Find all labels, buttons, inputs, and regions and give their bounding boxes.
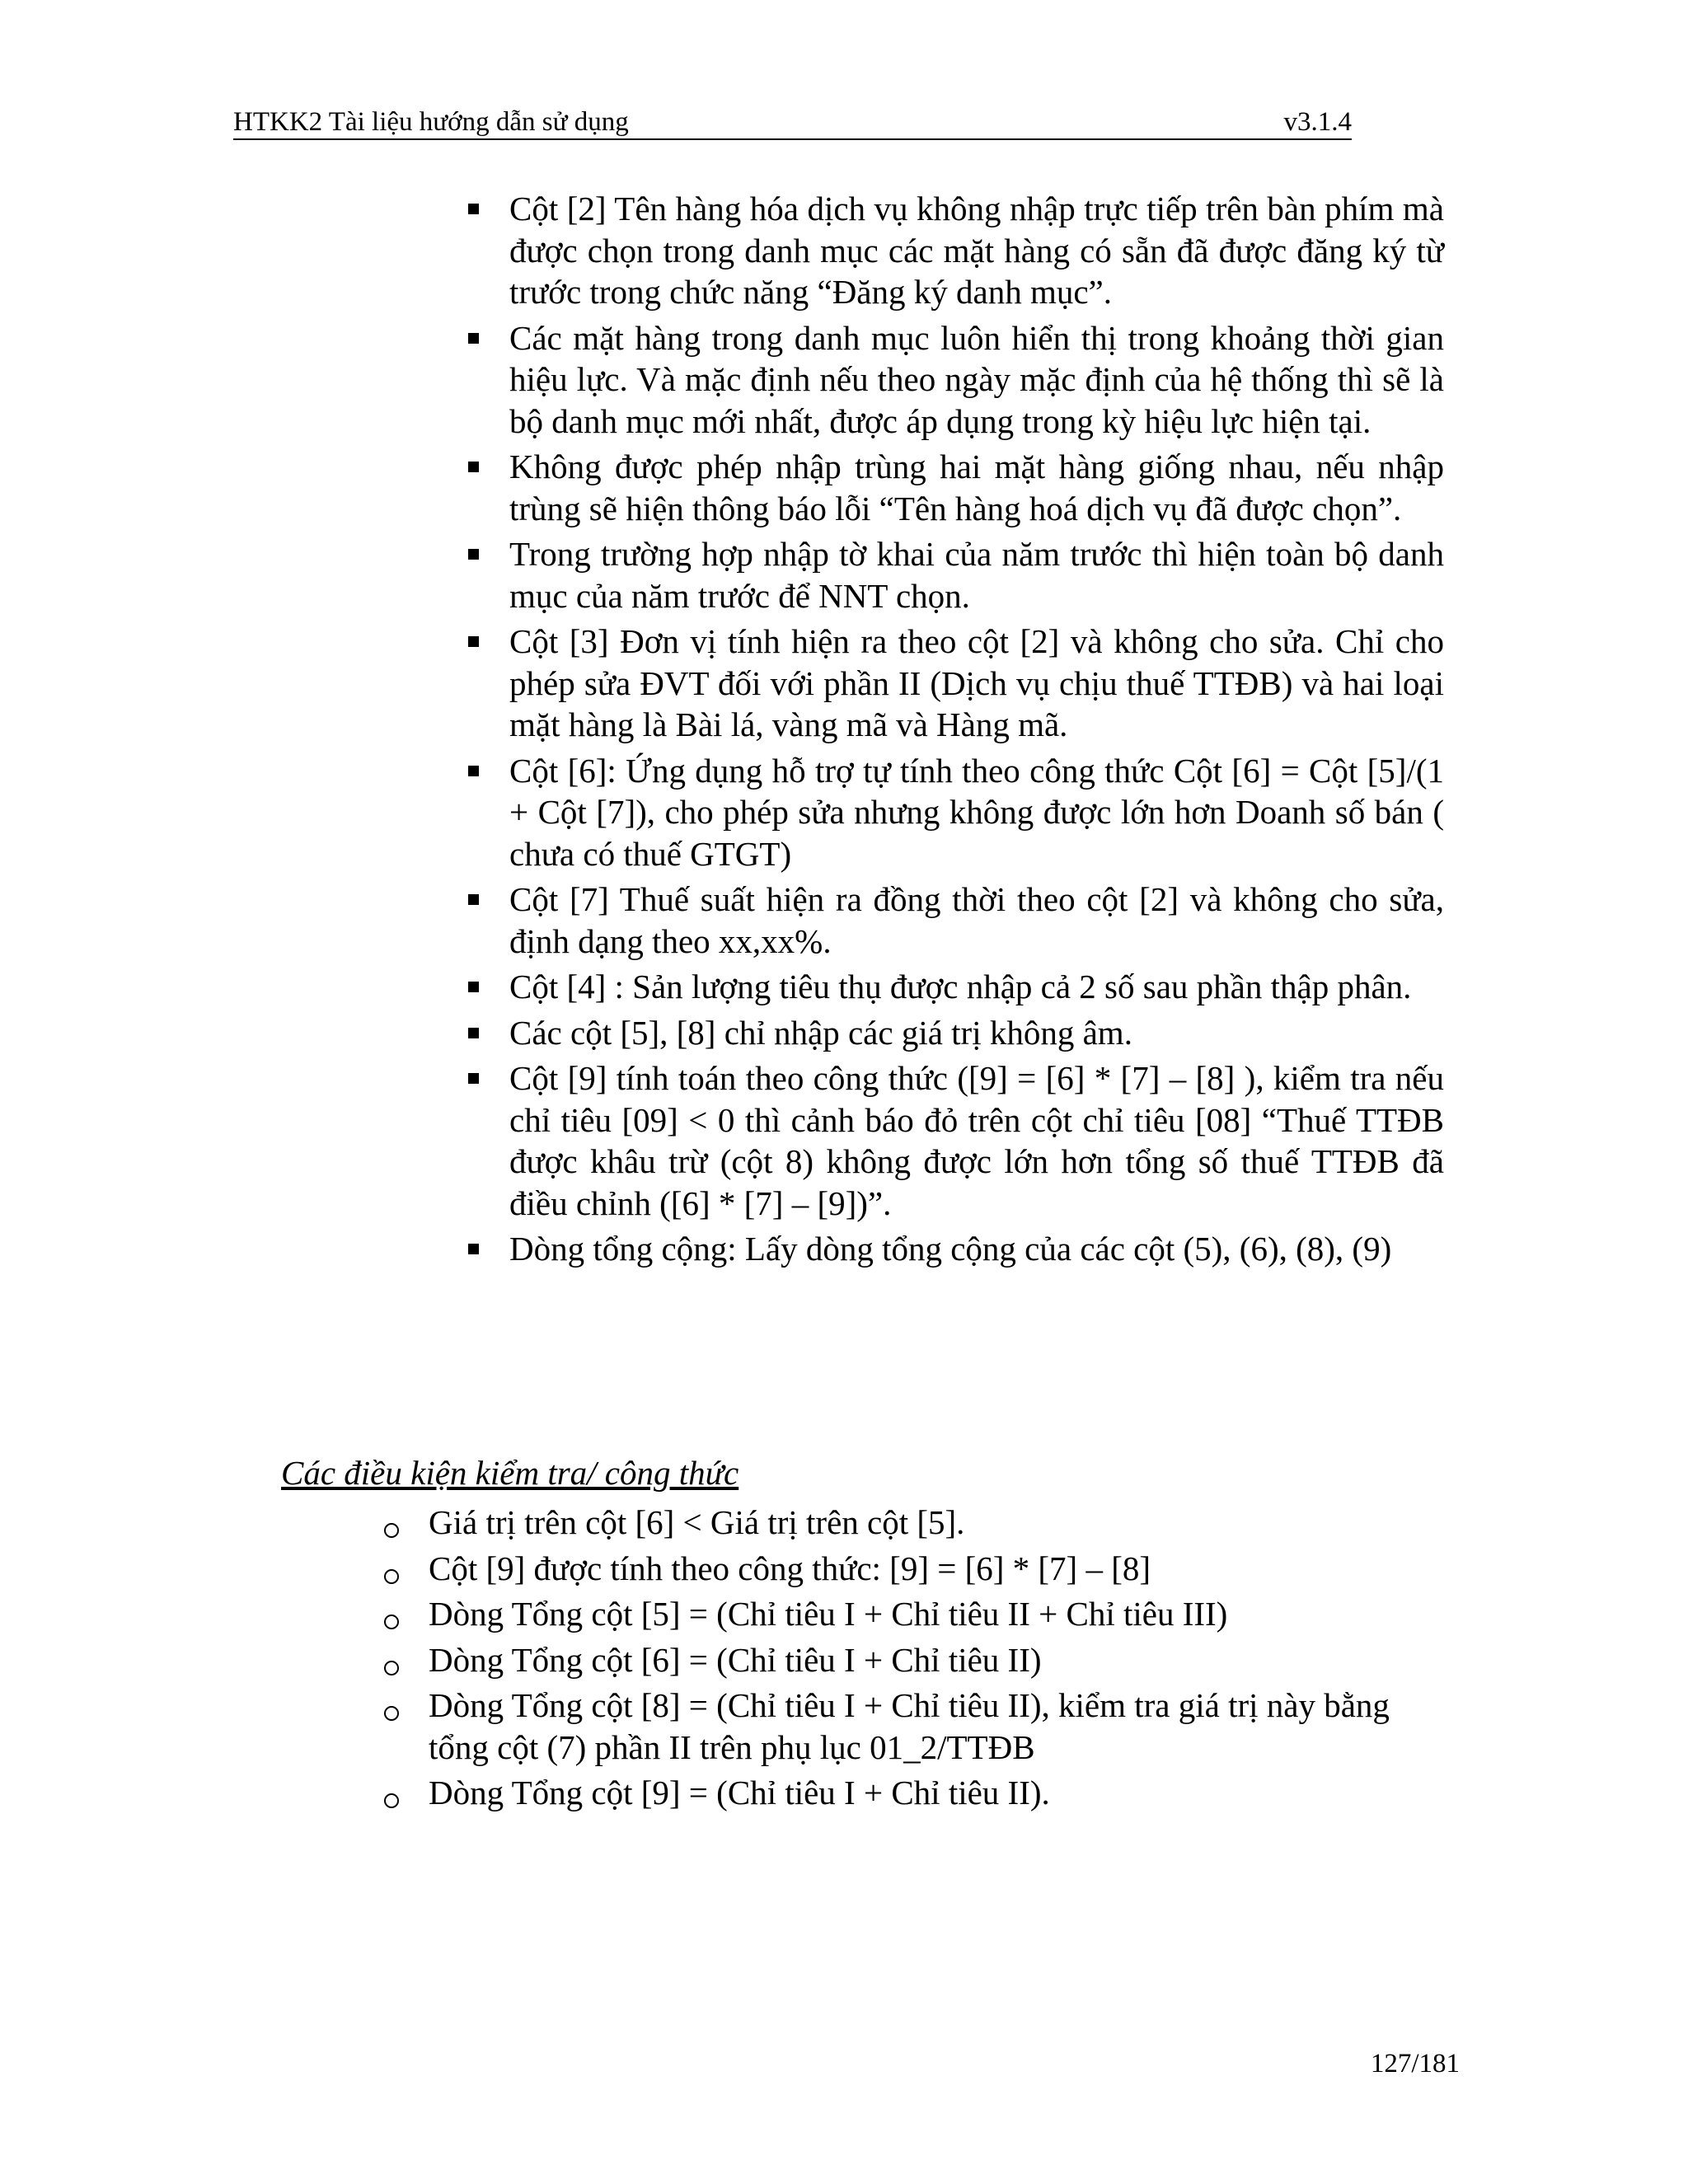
bullet-item <box>462 621 1444 746</box>
bullet-text: Không được phép nhập trùng hai mặt hàng giống nhau, nếu nhập trùng sẽ hiện thông báo lỗi “Tên hàng hoá dịch vụ đã được chọn”. <box>509 448 1444 527</box>
condition-item <box>381 1502 1444 1544</box>
square-bullet-icon <box>468 333 479 344</box>
circle-bullet-icon <box>384 1706 399 1721</box>
bullet-item <box>462 879 1444 962</box>
circle-bullet-icon <box>384 1661 399 1675</box>
condition-text: Giá trị trên cột [6] < Giá trị trên cột [5]. <box>429 1503 965 1541</box>
condition-text: Dòng Tổng cột [9] = (Chỉ tiêu I + Chỉ tiêu II). <box>429 1774 1050 1811</box>
bullet-item <box>462 1057 1444 1224</box>
condition-item <box>381 1548 1444 1590</box>
condition-item <box>381 1685 1444 1768</box>
bullet-text: Dòng tổng cộng: Lấy dòng tổng cộng của các cột (5), (6), (8), (9) <box>509 1230 1392 1268</box>
bullet-item <box>462 1228 1444 1270</box>
square-bullet-icon <box>468 462 479 472</box>
square-bullet-icon <box>468 204 479 214</box>
bullet-text: Cột [4] : Sản lượng tiêu thụ được nhập cả 2 số sau phần thập phân. <box>509 968 1412 1005</box>
bullet-text: Cột [3] Đơn vị tính hiện ra theo cột [2] và không cho sửa. Chỉ cho phép sửa ĐVT đối với phần II (Dịch vụ chịu thuế TTĐB) và hai loại mặt hàng là Bài lá, vàng mã và Hàng mã. <box>509 622 1444 743</box>
bullet-list <box>462 188 1444 1274</box>
bullet-text: Các cột [5], [8] chỉ nhập các giá trị không âm. <box>509 1013 1132 1052</box>
section-heading: Các điều kiện kiểm tra/ công thức <box>281 1454 739 1492</box>
condition-item <box>381 1772 1444 1814</box>
page-number: 127/181 <box>1370 2049 1460 2079</box>
circle-bullet-icon <box>384 1793 399 1808</box>
bullet-text: Các mặt hàng trong danh mục luôn hiển thị trong khoảng thời gian hiệu lực. Và mặc định nếu theo ngày mặc định của hệ thống thì sẽ là bộ danh mục mới nhất, được áp dụng trong kỳ hiệu lực hiện tại. <box>509 318 1444 440</box>
condition-item <box>381 1593 1444 1635</box>
circle-bullet-icon <box>384 1569 399 1584</box>
square-bullet-icon <box>468 1073 479 1084</box>
condition-list <box>381 1502 1444 1818</box>
condition-item <box>381 1639 1444 1681</box>
bullet-item <box>462 446 1444 529</box>
square-bullet-icon <box>468 766 479 776</box>
bullet-text: Cột [9] tính toán theo công thức ([9] = [6] * [7] – [8] ), kiểm tra nếu chỉ tiêu [09] < 0 thì cảnh báo đỏ trên cột chỉ tiêu [08] “Thuế TTĐB được khâu trừ (cột 8) không được lớn hơn tổng số thuế TTĐB đã điều chỉnh ([6] * [7] – [9])”. <box>509 1059 1444 1222</box>
square-bullet-icon <box>468 1244 479 1254</box>
document-version: v3.1.4 <box>1283 107 1352 137</box>
bullet-item <box>462 317 1444 443</box>
square-bullet-icon <box>468 1028 479 1038</box>
bullet-item <box>462 750 1444 875</box>
square-bullet-icon <box>468 636 479 647</box>
condition-text: Dòng Tổng cột [8] = (Chỉ tiêu I + Chỉ tiêu II), kiểm tra giá trị này bằng tổng cột (7) phần II trên phụ lục 01_2/TTĐB <box>429 1686 1390 1766</box>
circle-bullet-icon <box>384 1615 399 1629</box>
square-bullet-icon <box>468 894 479 905</box>
bullet-text: Trong trường hợp nhập tờ khai của năm trước thì hiện toàn bộ danh mục của năm trước để NNT chọn. <box>509 535 1444 615</box>
bullet-item <box>462 533 1444 616</box>
condition-text: Dòng Tổng cột [6] = (Chỉ tiêu I + Chỉ tiêu II) <box>429 1640 1042 1679</box>
square-bullet-icon <box>468 549 479 560</box>
document-title: HTKK2 Tài liệu hướng dẫn sử dụng <box>233 107 629 137</box>
bullet-item <box>462 188 1444 313</box>
bullet-text: Cột [6]: Ứng dụng hỗ trợ tự tính theo công thức Cột [6] = Cột [5]/(1 + Cột [7]), cho phép sửa nhưng không được lớn hơn Doanh số bán ( chưa có thuế GTGT) <box>509 751 1444 873</box>
bullet-item <box>462 966 1444 1008</box>
condition-text: Dòng Tổng cột [5] = (Chỉ tiêu I + Chỉ tiêu II + Chỉ tiêu III) <box>429 1595 1228 1633</box>
square-bullet-icon <box>468 982 479 992</box>
bullet-text: Cột [7] Thuế suất hiện ra đồng thời theo cột [2] và không cho sửa, định dạng theo xx,xx%. <box>509 880 1444 960</box>
bullet-item <box>462 1012 1444 1054</box>
bullet-text: Cột [2] Tên hàng hóa dịch vụ không nhập trực tiếp trên bàn phím mà được chọn trong danh mục các mặt hàng có sẵn đã được đăng ký từ trước trong chức năng “Đăng ký danh mục”. <box>509 190 1444 311</box>
page-header <box>233 105 1352 140</box>
condition-text: Cột [9] được tính theo công thức: [9] = [6] * [7] – [8] <box>429 1549 1151 1587</box>
circle-bullet-icon <box>384 1523 399 1538</box>
